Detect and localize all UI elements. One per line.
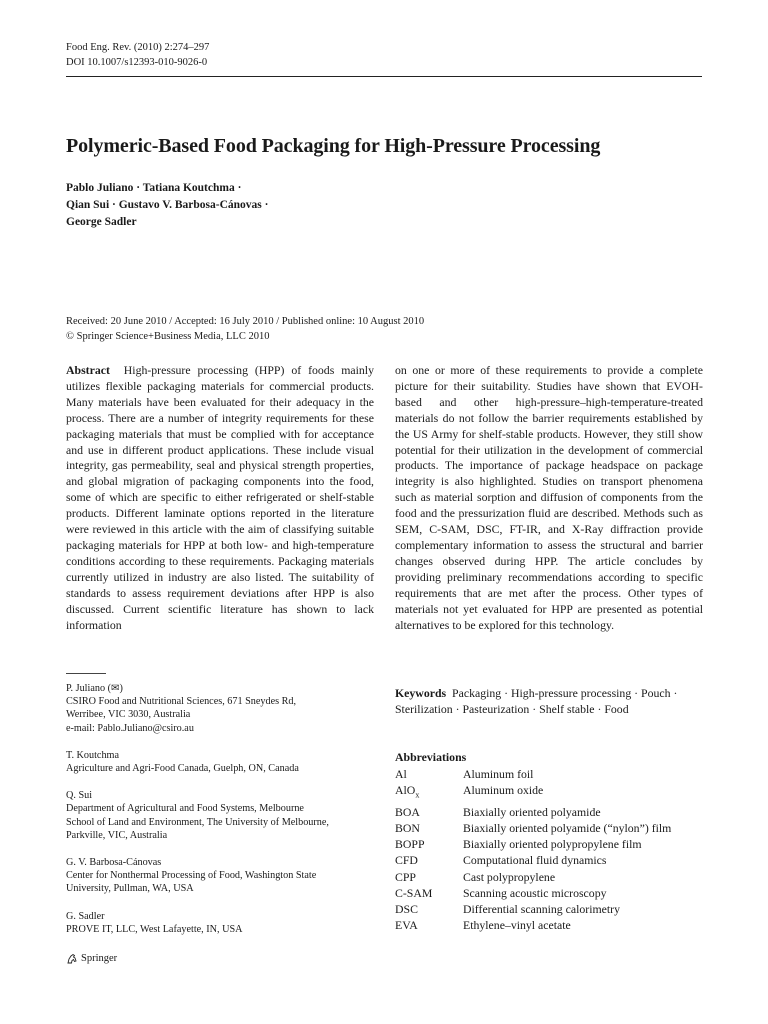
abbreviation-term-text: EVA xyxy=(395,918,418,933)
abbreviation-term xyxy=(395,836,463,852)
affiliation-line: Center for Nonthermal Processing of Food, Washington State xyxy=(66,870,317,882)
abstract-right-column xyxy=(395,363,703,633)
affiliation-author: G. V. Barbosa-Cánovas xyxy=(66,857,162,869)
abbreviation-row xyxy=(395,836,671,852)
affiliation-line: Department of Agricultural and Food Systems, Melbourne xyxy=(66,803,304,815)
abbreviation-row xyxy=(395,804,671,820)
affiliation-line: Agriculture and Agri-Food Canada, Guelph, ON, Canada xyxy=(66,763,299,775)
header-rule xyxy=(66,76,702,77)
abbreviation-row xyxy=(395,782,671,804)
received-accepted-published: Received: 20 June 2010 / Accepted: 16 July 2010 / Published online: 10 August 2010 xyxy=(66,316,425,327)
abbreviation-definition: Biaxially oriented polyamide (“nylon”) film xyxy=(463,820,672,835)
affiliation-line: Parkville, VIC, Australia xyxy=(66,829,168,841)
abbreviation-subscript: x xyxy=(415,790,420,800)
affiliation-block xyxy=(66,749,376,775)
abbreviation-definition: Biaxially oriented polyamide xyxy=(463,804,601,819)
abbreviation-term-text: Al xyxy=(395,767,407,781)
journal-header xyxy=(66,40,209,70)
abbreviation-term xyxy=(395,766,463,782)
affiliation-line: Werribee, VIC 3030, Australia xyxy=(66,709,191,721)
abbreviation-term xyxy=(395,917,463,933)
affiliation-author: Q. Sui xyxy=(66,790,93,802)
abbreviation-term xyxy=(395,901,463,917)
abbreviation-definition: Aluminum foil xyxy=(463,767,534,781)
affiliation-line: PROVE IT, LLC, West Lafayette, IN, USA xyxy=(66,923,243,935)
abstract-text-right: on one or more of these requirements to provide a complete picture for their suitability. Studies have shown that EVOH-based and other high-pressure–high-temperature-treated materials do not follow the barrier requirements established by the US Army for shelf-stable products. However, they still show potential for their utilization in the development of commercial products. The importance of package headspace on package integrity is also highlighted. Studies on transport phenomena such as material sorption and diffusion of components from the food and the pressurization fluid are described. Methods such as SEM, C-SAM, DSC, FT-IR, and X-Ray diffraction provide complementary information to assess the structural and barrier changes observed during HPP. The article concludes by providing preliminary recommendations according to specific requirements that are met after the process. Other types of materials not yet evaluated for HPP are presented as potential alternatives to be explored for this technology. xyxy=(395,363,703,632)
abbreviation-term xyxy=(395,820,463,836)
affiliation-line: CSIRO Food and Nutritional Sciences, 671 Sneydes Rd, xyxy=(66,696,297,708)
abbreviations-list xyxy=(395,766,671,933)
copyright-notice: © Springer Science+Business Media, LLC 2010 xyxy=(66,331,270,342)
abbreviation-row xyxy=(395,901,671,917)
keywords xyxy=(395,685,703,717)
abbreviation-term-text: BOPP xyxy=(395,837,425,852)
abbreviation-term xyxy=(395,782,463,804)
page-footer xyxy=(66,951,117,967)
affiliation-author: G. Sadler xyxy=(66,910,105,922)
abbreviation-definition: Computational fluid dynamics xyxy=(463,853,607,868)
affiliation-block xyxy=(66,856,376,896)
abbreviation-definition: Scanning acoustic microscopy xyxy=(463,885,607,900)
abbreviation-row xyxy=(395,885,671,901)
abbreviation-term-text: AlO xyxy=(395,783,416,798)
abbreviation-row xyxy=(395,766,671,782)
affiliation-line: School of Land and Environment, The University of Melbourne, xyxy=(66,816,329,828)
affiliations xyxy=(66,682,376,950)
affiliation-line: e-mail: Pablo.Juliano@csiro.au xyxy=(66,722,194,734)
abbreviation-definition: Biaxially oriented polypropylene film xyxy=(463,837,642,852)
author-list xyxy=(66,180,268,231)
abbreviation-row xyxy=(395,869,671,885)
affiliation-block xyxy=(66,789,376,842)
abbreviation-term xyxy=(395,885,463,901)
affiliation-line: University, Pullman, WA, USA xyxy=(66,883,194,895)
abbreviation-definition: Cast polypropylene xyxy=(463,869,556,884)
author-line: Pablo Juliano · Tatiana Koutchma · xyxy=(66,182,242,194)
article-title: Polymeric-Based Food Packaging for High-Pressure Processing xyxy=(66,135,601,157)
abbreviation-term xyxy=(395,869,463,885)
author-line: George Sadler xyxy=(66,216,137,228)
affiliation-block xyxy=(66,910,376,936)
affiliation-block xyxy=(66,682,376,735)
abbreviation-term-text: C-SAM xyxy=(395,885,433,900)
author-line: Qian Sui · Gustavo V. Barbosa-Cánovas · xyxy=(66,199,269,211)
affiliation-author: T. Koutchma xyxy=(66,749,119,761)
abstract-text-left: High-pressure processing (HPP) of foods mainly utilizes flexible packaging materials for commercial products. Many materials have been evaluated for their adequacy in the process. There are a number of integrity requirements for these packaging materials that must be complied with for acceptance and use in different product applications. These include visual integrity, gas permeability, seal and physical strength properties, and global migration of packaging components into the food, some of which are specific to either refrigerated or shelf-stable products. Different laminate options reported in the literature were reviewed in this article with the aim of classifying suitable packaging materials for HPP at both low- and high-temperature conditions according to these requirements. Packaging materials currently utilized in industry are also listed. The suitability of standards to assess requirement deviations after HPP is also discussed. Current scientific literature has shown to lack information xyxy=(66,363,374,632)
abstract-left-column xyxy=(66,363,374,633)
abbreviation-definition: Differential scanning calorimetry xyxy=(463,901,621,916)
abbreviation-term-text: BON xyxy=(395,820,420,835)
springer-horse-icon xyxy=(66,953,78,965)
abbreviation-term xyxy=(395,804,463,820)
abbreviation-term-text: CPP xyxy=(395,869,416,884)
abbreviation-definition: Aluminum oxide xyxy=(463,783,544,798)
keywords-text: Packaging · High-pressure processing · Pouch · Sterilization · Pasteurization · Shelf stable · Food xyxy=(395,686,678,716)
affiliation-author: P. Juliano (✉) xyxy=(66,683,123,694)
abbreviation-term xyxy=(395,852,463,868)
doi[interactable]: DOI 10.1007/s12393-010-9026-0 xyxy=(66,57,208,68)
publisher-name: Springer xyxy=(81,953,118,964)
abbreviation-term-text: BOA xyxy=(395,804,420,819)
abbreviation-definition: Ethylene–vinyl acetate xyxy=(463,918,571,933)
abbreviation-row xyxy=(395,852,671,868)
keywords-label: Keywords xyxy=(395,686,447,700)
abstract-label: Abstract xyxy=(66,363,110,377)
journal-citation: Food Eng. Rev. (2010) 2:274–297 xyxy=(66,42,210,53)
abbreviation-row xyxy=(395,820,671,836)
abbreviations-heading: Abbreviations xyxy=(395,750,467,764)
abbreviation-term-text: CFD xyxy=(395,853,418,868)
affiliation-divider xyxy=(66,673,106,674)
publication-dates xyxy=(66,314,424,344)
abbreviation-row xyxy=(395,917,671,933)
abbreviation-term-text: DSC xyxy=(395,901,418,916)
